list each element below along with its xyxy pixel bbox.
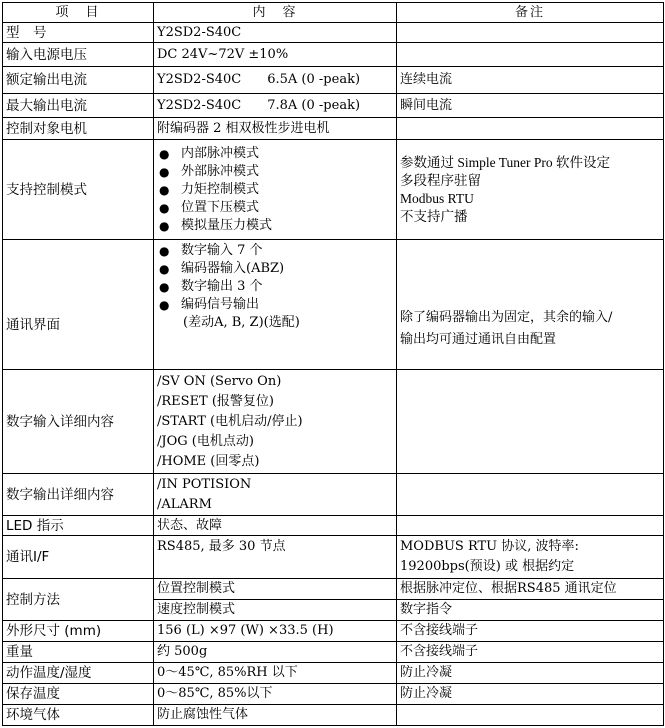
- row-label-dimensions: 外形尺寸 (mm): [3, 621, 154, 642]
- list-item: /IN POTISION: [157, 476, 252, 492]
- row-note-control-method-speed: 数字指令: [397, 600, 664, 621]
- table-row: [3, 663, 664, 684]
- table-row: [3, 43, 664, 67]
- table-row: [3, 579, 664, 600]
- list-item-text: 数字输入 7 个: [181, 243, 263, 258]
- list-item-text: 力矩控制模式: [181, 181, 260, 197]
- list-item: [157, 217, 393, 235]
- row-label-rated-current: 额定输出电流: [3, 67, 154, 94]
- bullet-icon: ●: [159, 298, 170, 312]
- row-note-control-method-position: 根据脉冲定位、根据RS485 通讯定位: [397, 579, 664, 600]
- row-content-max-current: Y2SD2-S40C 7.8A (0 -peak): [154, 94, 397, 118]
- table-row: [3, 240, 664, 370]
- list-item: [157, 260, 393, 278]
- note-line: 除了编码器输出为固定，其余的输入/: [400, 309, 613, 325]
- header-content: 内 容: [154, 3, 397, 23]
- table-row: [3, 370, 664, 474]
- row-label-input-voltage: 输入电源电压: [3, 43, 154, 67]
- bullet-icon: ●: [159, 182, 170, 197]
- row-note-digital-output: [397, 474, 664, 516]
- bullet-icon: ●: [159, 244, 170, 258]
- row-note-control-modes: [397, 140, 664, 240]
- note-line: 参数通过 Simple Tuner Pro 软件设定: [400, 154, 611, 170]
- row-note-dimensions: 不含接线端子: [397, 621, 664, 642]
- row-label-control-motor: 控制对象电机: [3, 118, 154, 140]
- list-item: [157, 242, 393, 260]
- table-row: [3, 118, 664, 140]
- row-note-storage-temp: 防止冷凝: [397, 684, 664, 705]
- bullet-icon: ●: [159, 280, 170, 294]
- note-line: MODBUS RTU 协议, 波特率:: [400, 539, 579, 554]
- row-content-control-motor: 附编码器 2 相双极性步进电机: [154, 118, 397, 140]
- row-note-comm-if: [397, 536, 664, 579]
- table-row: [3, 67, 664, 94]
- list-item: /RESET (报警复位): [157, 393, 275, 409]
- bullet-icon: ●: [159, 146, 170, 161]
- table-row: [3, 536, 664, 579]
- table-row: [3, 705, 664, 726]
- list-item-text: 模拟量压力模式: [181, 217, 273, 233]
- spec-table: [2, 2, 664, 726]
- list-item-text: 外部脉冲模式: [181, 163, 260, 179]
- list-item: [157, 181, 393, 199]
- row-note-environment: [397, 705, 664, 726]
- row-label-weight: 重量: [3, 642, 154, 663]
- list-item-text: 编码信号输出: [181, 297, 260, 312]
- table-row: [3, 621, 664, 642]
- note-line: 多段程序驻留: [400, 172, 481, 188]
- row-content-comm-if: RS485, 最多 30 节点: [154, 536, 397, 579]
- table-row: [3, 642, 664, 663]
- table-row: [3, 684, 664, 705]
- row-content-rated-current: Y2SD2-S40C 6.5A (0 -peak): [154, 67, 397, 94]
- row-label-max-current: 最大输出电流: [3, 94, 154, 118]
- row-content-control-method-speed: 速度控制模式: [154, 600, 397, 621]
- row-note-input-voltage: [397, 43, 664, 67]
- row-label-operating-temp: 动作温度/湿度: [3, 663, 154, 684]
- list-item-text: 位置下压模式: [181, 199, 260, 215]
- row-content-control-modes: [154, 140, 397, 240]
- note-line: 不支持广播: [400, 208, 468, 224]
- table-row: [3, 474, 664, 516]
- row-note-digital-input: [397, 370, 664, 474]
- table-header-row: [3, 3, 664, 23]
- list-item-extra: (差动A, B, Z)(选配): [183, 315, 300, 330]
- list-item: /START (电机启动/停止): [157, 413, 303, 429]
- row-label-led: LED 指示: [3, 516, 154, 536]
- row-note-weight: 不含接线端子: [397, 642, 664, 663]
- list-item: [157, 199, 393, 217]
- list-item-text: 数字输出 3 个: [181, 279, 263, 294]
- list-item: /ALARM: [157, 496, 212, 512]
- row-label-comm-if: 通讯I/F: [3, 536, 154, 579]
- row-label-model: 型 号: [3, 23, 154, 43]
- row-label-digital-output: 数字输出详细内容: [3, 474, 154, 516]
- bullet-icon: ●: [159, 262, 170, 276]
- row-label-environment: 环境气体: [3, 705, 154, 726]
- bullet-icon: ●: [159, 218, 170, 233]
- list-item: [157, 296, 393, 314]
- row-label-digital-input: 数字输入详细内容: [3, 370, 154, 474]
- table-row: [3, 140, 664, 240]
- row-label-control-modes: 支持控制模式: [3, 140, 154, 240]
- row-note-operating-temp: 防止冷凝: [397, 663, 664, 684]
- list-item: /HOME (回零点): [157, 453, 260, 469]
- row-note-comm-interface: [397, 240, 664, 370]
- row-content-control-method-position: 位置控制模式: [154, 579, 397, 600]
- row-content-dimensions: 156 (L) ×97 (W) ×33.5 (H): [154, 621, 397, 642]
- row-content-digital-input: [154, 370, 397, 474]
- row-note-model: [397, 23, 664, 43]
- table-row: [3, 94, 664, 118]
- bullet-icon: ●: [159, 200, 170, 215]
- row-content-model: Y2SD2-S40C: [154, 23, 397, 43]
- note-line: Modbus RTU: [400, 190, 474, 206]
- row-label-storage-temp: 保存温度: [3, 684, 154, 705]
- table-row: [3, 516, 664, 536]
- bullet-icon: ●: [159, 164, 170, 179]
- row-content-input-voltage: DC 24V~72V ±10%: [154, 43, 397, 67]
- list-item: [157, 163, 393, 181]
- row-note-control-motor: [397, 118, 664, 140]
- row-note-max-current: 瞬间电流: [397, 94, 664, 118]
- row-content-digital-output: [154, 474, 397, 516]
- row-label-control-method: 控制方法: [3, 579, 154, 621]
- list-item: [157, 145, 393, 163]
- list-item-text: 内部脉冲模式: [181, 145, 260, 161]
- row-note-led: [397, 516, 664, 536]
- row-note-rated-current: 连续电流: [397, 67, 664, 94]
- row-content-environment: 防止腐蚀性气体: [154, 705, 397, 726]
- header-item: 项 目: [3, 3, 154, 23]
- row-label-comm-interface: 通讯界面: [3, 240, 154, 370]
- row-content-comm-interface: [154, 240, 397, 370]
- row-content-storage-temp: 0～85℃, 85%以下: [154, 684, 397, 705]
- note-line: 19200bps(预设) 或 根据约定: [400, 559, 575, 574]
- list-item: /JOG (电机点动): [157, 433, 254, 449]
- list-item: [157, 278, 393, 296]
- table-row: [3, 23, 664, 43]
- row-content-led: 状态、故障: [154, 516, 397, 536]
- list-item-text: 编码器输入(ABZ): [181, 261, 285, 276]
- header-note: 备注: [397, 3, 664, 23]
- note-line: 输出均可通过通讯自由配置: [400, 331, 557, 347]
- row-content-weight: 约 500g: [154, 642, 397, 663]
- row-content-operating-temp: 0～45℃, 85%RH 以下: [154, 663, 397, 684]
- list-item: /SV ON (Servo On): [157, 373, 282, 389]
